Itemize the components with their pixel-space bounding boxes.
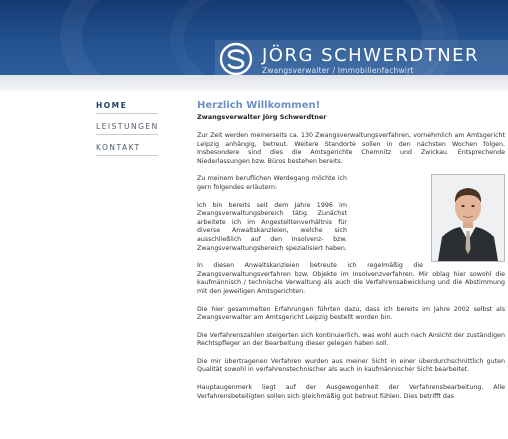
site-header [0,0,508,75]
page-title: Herzlich Willkommen! [197,100,321,111]
intro-paragraph: Zur Zeit werden meinerseits ca. 130 Zwangsverwaltungsverfahren, vornehmlich am Amtsgericht Leipzig anhängig, betreut. Weitere Standorte sollen in den nächsten Wochen folgen. Insbesondere sind dies die Amtsgerichte Chemnitz und Zwickau. Entsprechende Niederlassungen bzw. Büros bestehen bereits. [197,132,505,165]
site-owner-profession: Zwangsverwalter / Immobilienfachwirt [262,66,414,75]
career-paragraph-6: Hauptaugenmerk liegt auf der Ausgewogenheit der Verfahrensbearbeitung. Alle Verfahrensbeteiligten sollen sich gleichmäßig gut betreut fühlen. Dies betrifft das [197,384,505,400]
portrait-image [432,175,504,261]
site-owner-name: JÖRG SCHWERDTNER [262,45,480,66]
nav-item-home[interactable]: HOME [96,99,158,114]
page-subtitle: Zwangsverwalter Jörg Schwerdtner [197,113,327,121]
career-paragraph-5: Die mir übertragenen Verfahren wurden aus meiner Sicht in einer überdurchschnittlich guten Qualität sowohl in verfahrenstechnischer als auch in kaufmännischer Sicht bearbeitet. [197,357,505,374]
career-paragraph-3: Die hier gesammelten Erfahrungen führten dazu, dass ich bereits im Jahre 2002 selbst als Zwangsverwalter am Amtsgericht Leipzig bestellt worden bin. [197,305,505,322]
portrait-photo [431,174,505,262]
main-navigation [96,99,158,162]
header-divider-band [0,75,508,91]
career-intro-paragraph: Zu meinem beruflichen Werdegang möchte ich gern folgendes erläutern: [197,175,347,191]
main-content [197,100,505,410]
career-paragraph-1: Ich bin bereits seit dem Jahre 1996 im Zwangsverwaltungsbereich tätig. Zunächst arbeitete ich im Angestelltenverhältnis für diverse Anwaltskanzleien, welche sich ausschließlich auf den Insolvenz- bzw. Zwangsverwaltungsbereich spezialisiert haben. [197,201,347,252]
s-circle-logo-icon[interactable] [219,42,253,75]
career-paragraph-4: Die Verfahrenszahlen steigerten sich kontinuierlich, was wohl auch nach Ansicht der zuständigen Rechtspfleger an der Bearbeitung dieser gelegen haben soll. [197,331,505,348]
nav-item-kontakt[interactable]: KONTAKT [96,141,158,156]
career-paragraph-2: In diesen Anwaltskanzleien betreute ich regelmäßig die Zwangsverwaltungsverfahren bzw. Objekte im Insolvenzverfahren. Mir oblag hier sowohl die kaufmännisch / technische Verwaltung als auch die Verfahrensabwicklung und die Abstimmung mit den jeweiligen Amtsgerichten. [197,262,505,295]
nav-item-leistungen[interactable]: LEISTUNGEN [96,120,158,135]
